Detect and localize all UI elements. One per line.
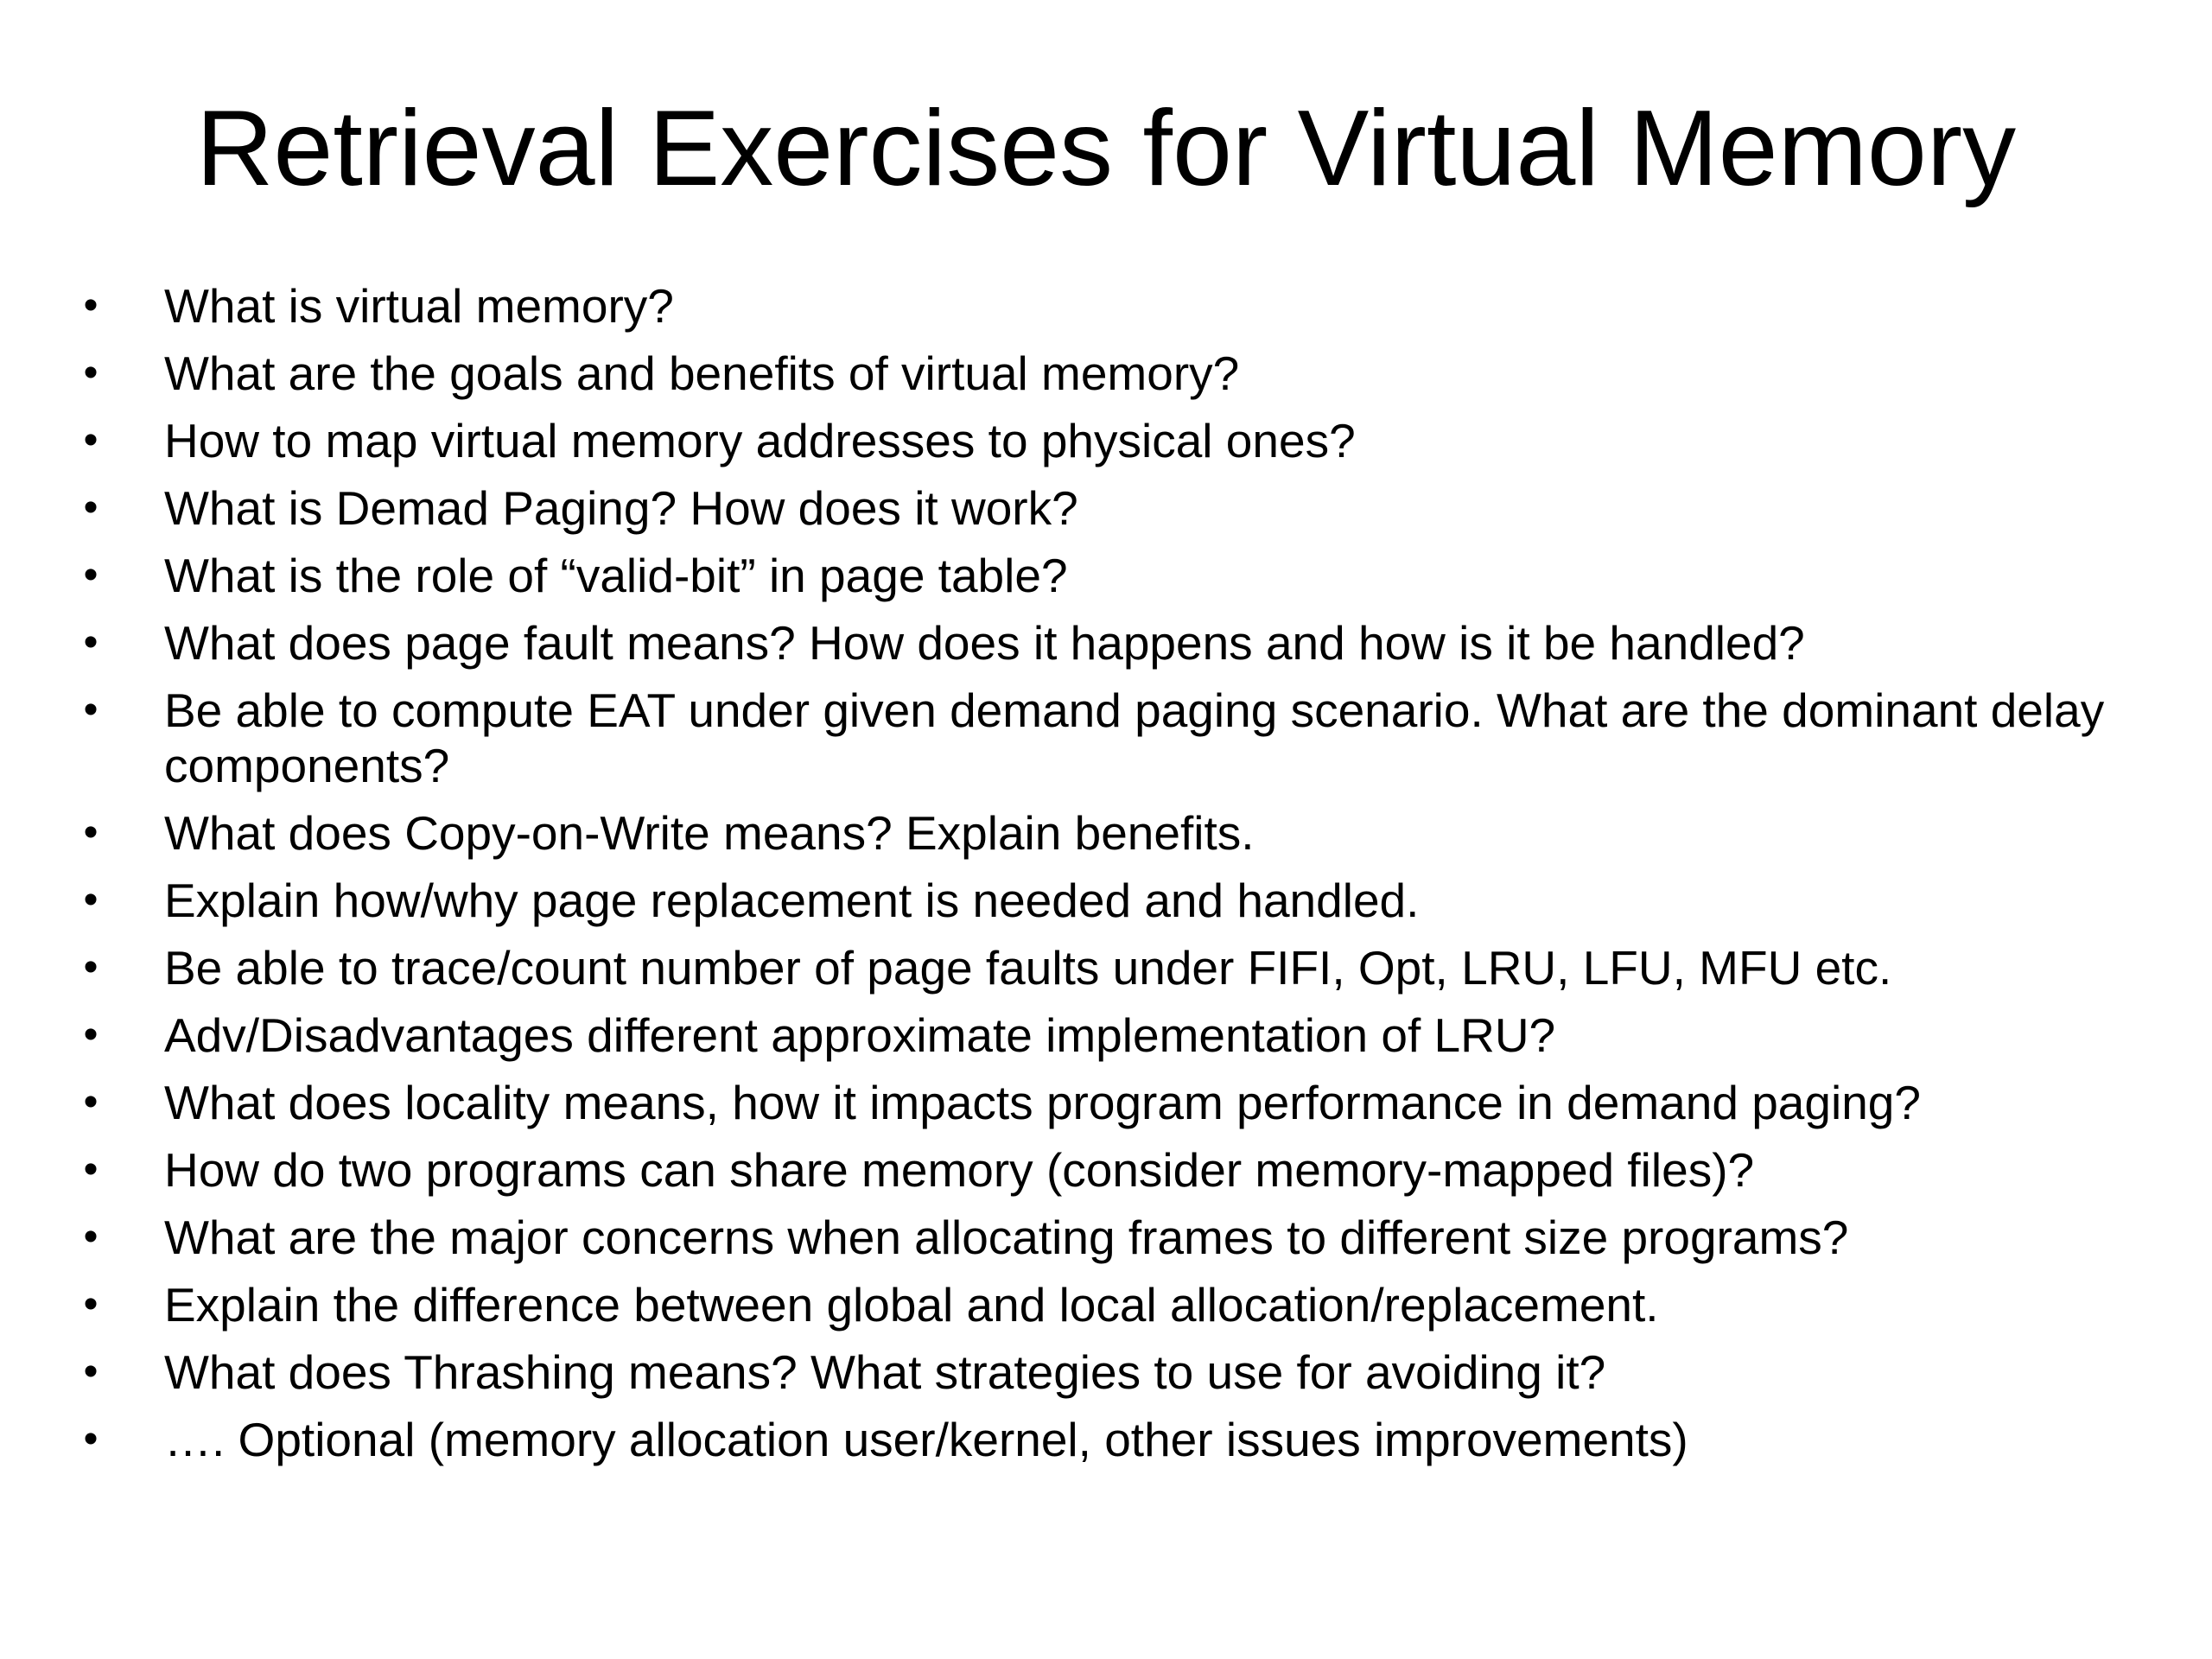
bullet-text: Adv/Disadvantages different approximate implementation of LRU? bbox=[164, 1008, 1556, 1062]
bullet-icon: • bbox=[83, 620, 99, 665]
bullet-text: What is virtual memory? bbox=[164, 279, 674, 333]
list-item bbox=[0, 278, 2212, 334]
bullet-text: What is Demad Paging? How does it work? bbox=[164, 481, 1078, 535]
list-item bbox=[0, 1142, 2212, 1198]
list-item bbox=[0, 1277, 2212, 1332]
list-item bbox=[0, 480, 2212, 536]
list-item bbox=[0, 548, 2212, 603]
bullet-text: How to map virtual memory addresses to physical ones? bbox=[164, 414, 1356, 467]
bullet-text: Explain how/why page replacement is needed and handled. bbox=[164, 874, 1420, 927]
bullet-text: What does Copy-on-Write means? Explain benefits. bbox=[164, 806, 1255, 860]
list-item bbox=[0, 940, 2212, 995]
bullet-icon: • bbox=[83, 1416, 99, 1462]
bullet-icon: • bbox=[83, 350, 99, 396]
bullet-text: What are the major concerns when allocating frames to different size programs? bbox=[164, 1211, 1849, 1264]
bullet-icon: • bbox=[83, 417, 99, 463]
list-item bbox=[0, 683, 2212, 793]
bullet-text: What does Thrashing means? What strategies to use for avoiding it? bbox=[164, 1345, 1606, 1399]
bullet-icon: • bbox=[83, 552, 99, 598]
list-item bbox=[0, 346, 2212, 401]
bullet-icon: • bbox=[83, 810, 99, 855]
bullet-text: What does locality means, how it impacts program performance in demand paging? bbox=[164, 1076, 1921, 1129]
list-item bbox=[0, 413, 2212, 468]
bullet-text: Be able to trace/count number of page faults under FIFI, Opt, LRU, LFU, MFU etc. bbox=[164, 941, 1892, 995]
bullet-icon: • bbox=[83, 283, 99, 328]
bullet-text: What are the goals and benefits of virtual memory? bbox=[164, 346, 1240, 400]
bullet-text: What is the role of “valid-bit” in page table? bbox=[164, 549, 1068, 602]
bullet-text: Be able to compute EAT under given demand paging scenario. What are the dominant delay components? bbox=[164, 683, 2105, 792]
bullet-icon: • bbox=[83, 877, 99, 923]
bullet-icon: • bbox=[83, 1281, 99, 1327]
bullet-icon: • bbox=[83, 1349, 99, 1395]
bullet-icon: • bbox=[83, 687, 99, 733]
bullet-text: Explain the difference between global and local allocation/replacement. bbox=[164, 1278, 1659, 1332]
list-item bbox=[0, 1412, 2212, 1467]
bullet-text: …. Optional (memory allocation user/kernel, other issues improvements) bbox=[164, 1413, 1688, 1466]
bullet-icon: • bbox=[83, 1079, 99, 1125]
bullet-list bbox=[0, 278, 2212, 1479]
bullet-icon: • bbox=[83, 944, 99, 990]
list-item bbox=[0, 805, 2212, 861]
bullet-icon: • bbox=[83, 1012, 99, 1058]
list-item bbox=[0, 1075, 2212, 1130]
bullet-icon: • bbox=[83, 1214, 99, 1260]
list-item bbox=[0, 1344, 2212, 1400]
bullet-icon: • bbox=[83, 485, 99, 531]
list-item bbox=[0, 873, 2212, 928]
slide-title: Retrieval Exercises for Virtual Memory bbox=[195, 89, 2017, 208]
list-item bbox=[0, 1007, 2212, 1063]
bullet-text: What does page fault means? How does it happens and how is it be handled? bbox=[164, 616, 1805, 670]
list-item bbox=[0, 1210, 2212, 1265]
list-item bbox=[0, 615, 2212, 671]
bullet-icon: • bbox=[83, 1147, 99, 1192]
bullet-text: How do two programs can share memory (consider memory-mapped files)? bbox=[164, 1143, 1755, 1197]
